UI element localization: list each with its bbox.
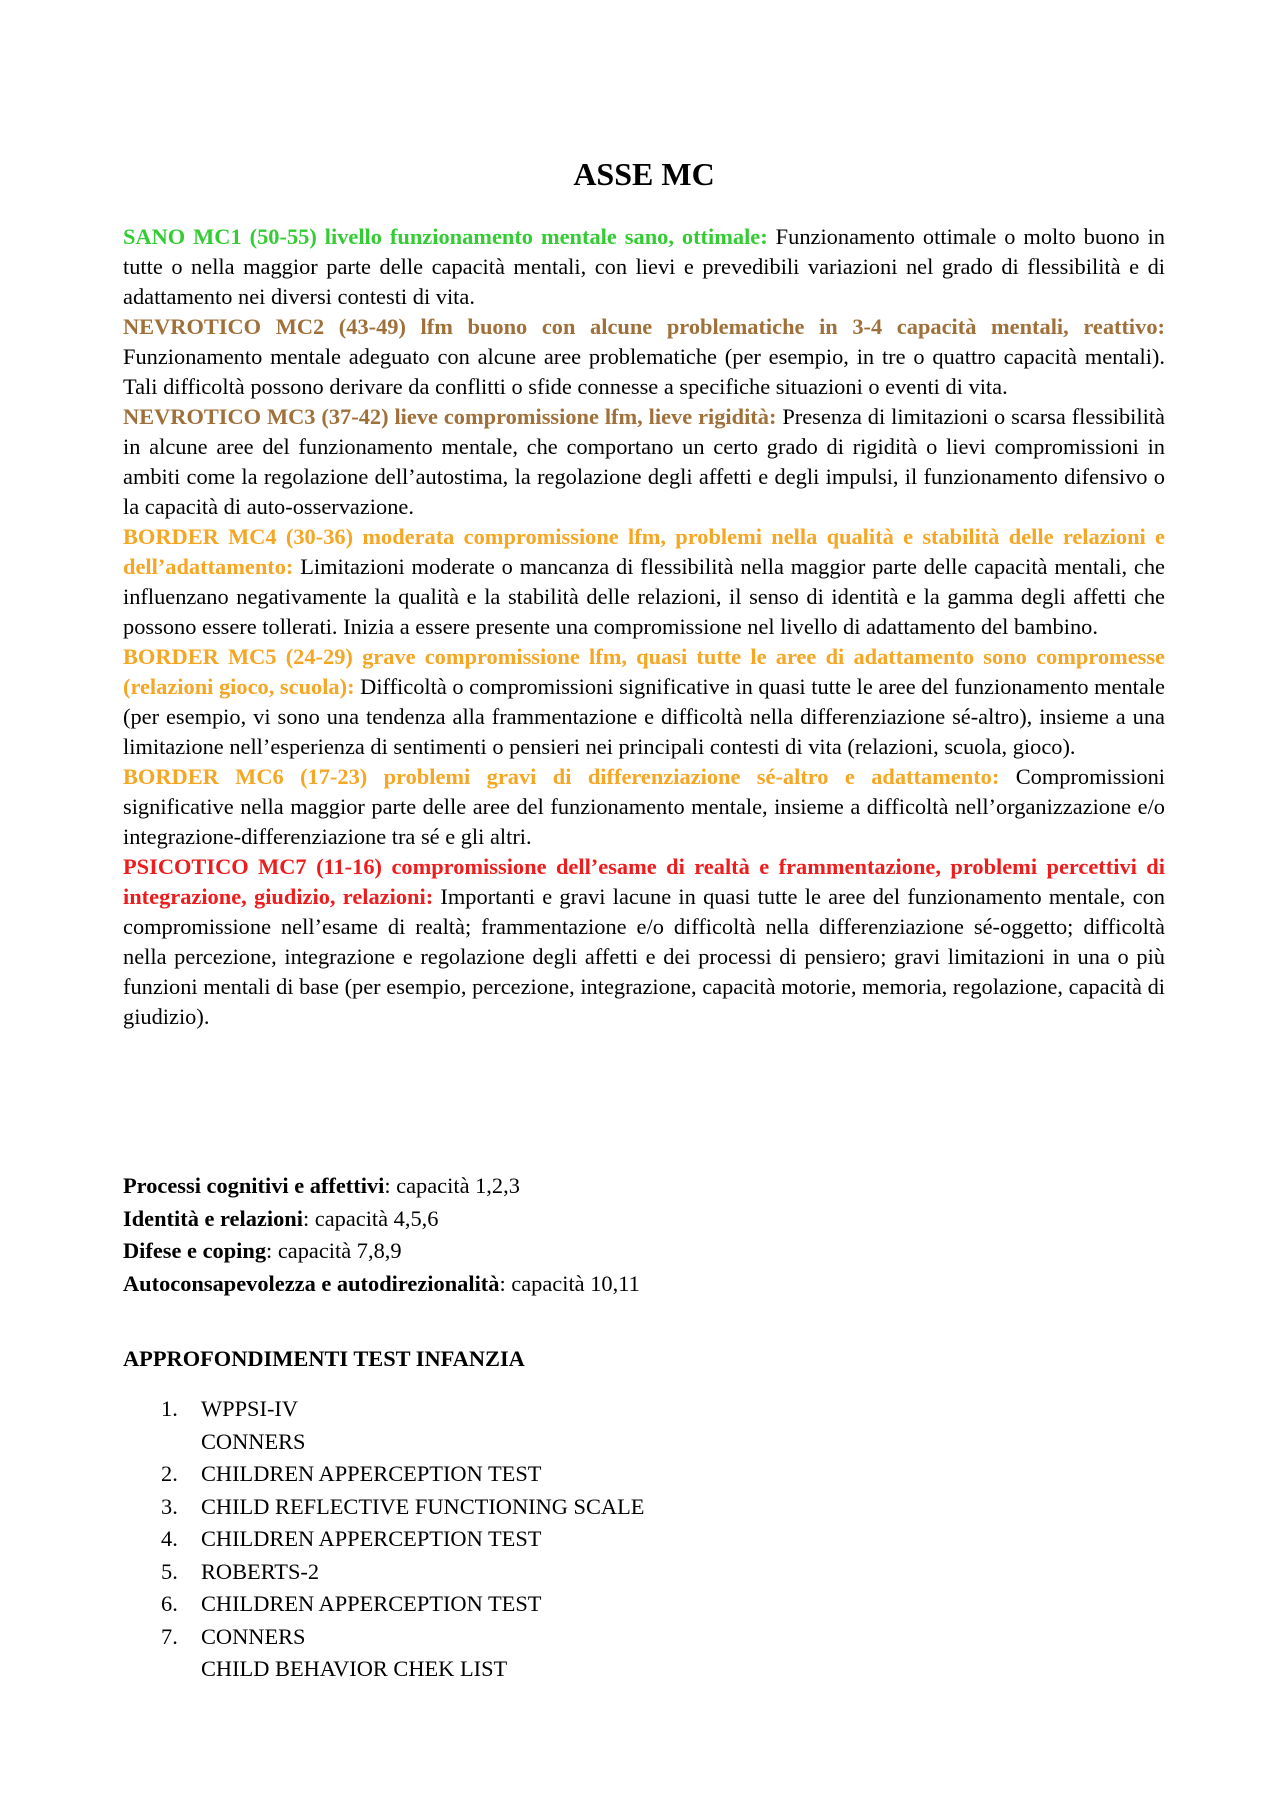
- level-description: Compromissioni significative nella maggior parte delle aree del funzionamento mentale, insieme a difficoltà nell’organizzazione e/o integrazione-differenziazione tra sé e gli altri.: [123, 764, 1166, 849]
- level-description: Limitazioni moderate o mancanza di flessibilità nella maggior parte delle capacità mentali, che influenzano negativamente la qualità e la stabilità delle relazioni, il senso di identità e la gamma degli affetti che possono essere tollerati. Inizia a essere presente una compromissione nel livello di adattamento del bambino.: [123, 554, 1165, 639]
- list-item: [123, 1523, 644, 1556]
- level-heading: NEVROTICO MC3 (37-42) lieve compromissione lfm, lieve rigidità:: [123, 404, 777, 429]
- list-number: 4.: [161, 1526, 178, 1551]
- test-name: WPPSI-IV: [201, 1396, 299, 1421]
- list-item: [123, 1588, 644, 1621]
- area-label: Difese e coping: [123, 1238, 267, 1263]
- area-label: Identità e relazioni: [123, 1205, 303, 1231]
- area-line: [123, 1235, 1165, 1268]
- level-description: Importanti e gravi lacune in quasi tutte le aree del funzionamento mentale, con compromissione nell’esame di realtà; frammentazione e/o difficoltà nella differenziazione sé-oggetto; difficoltà nella percezione, integrazione e regolazione degli affetti e dei processi di pensiero; gravi limitazioni in una o più funzioni mentali di base (per esempio, percezione, integrazione, capacità motorie, memoria, regolazione, capacità di giudizio).: [123, 884, 1165, 1029]
- area-value: : capacità 4,5,6: [302, 1205, 439, 1231]
- list-number: 6.: [161, 1591, 178, 1616]
- test-name: CONNERS: [201, 1428, 306, 1454]
- area-line: [123, 1268, 1165, 1301]
- level-heading: BORDER MC5 (24-29) grave compromissione lfm, quasi tutte le aree di adattamento sono compromesse (relazioni gioco, scuola):: [123, 644, 1165, 699]
- levels-section: [123, 222, 1165, 1032]
- level-description: Difficoltà o compromissioni significative in quasi tutte le aree del funzionamento mentale (per esempio, vi sono una tendenza alla frammentazione e difficoltà nella differenziazione sé-altro), insieme a una limitazione nell’esperienza di sentimenti o pensieri nei principali contesti di vita (relazioni, scuola, gioco).: [123, 674, 1165, 759]
- level-description: Presenza di limitazioni o scarsa flessibilità in alcune aree del funzionamento mentale, che comportano un certo grado di rigidità o lievi compromissioni in ambiti come la regolazione dell’autostima, la regolazione degli affetti e degli impulsi, il funzionamento difensivo o la capacità di auto-osservazione.: [123, 404, 1165, 519]
- page-title: ASSE MC: [573, 156, 715, 192]
- test-name: CHILDREN APPERCEPTION TEST: [201, 1461, 542, 1486]
- level-paragraph: [123, 852, 1165, 1032]
- test-name: CHILDREN APPERCEPTION TEST: [201, 1591, 542, 1616]
- list-number: 7.: [161, 1623, 178, 1649]
- level-heading: BORDER MC4 (30-36) moderata compromissione lfm, problemi nella qualità e stabilità delle relazioni e dell’adattamento:: [123, 524, 1165, 579]
- level-heading: SANO MC1 (50-55) livello funzionamento mentale sano, ottimale:: [123, 224, 768, 249]
- area-label: Processi cognitivi e affettivi: [123, 1173, 385, 1198]
- level-heading: PSICOTICO MC7 (11-16) compromissione dell’esame di realtà e frammentazione, problemi percettivi di integrazione, giudizio, relazioni:: [123, 854, 1165, 909]
- level-heading: NEVROTICO MC2 (43-49) lfm buono con alcune problematiche in 3-4 capacità mentali, reattivo:: [123, 314, 1165, 339]
- tests-section-title: APPROFONDIMENTI TEST INFANZIA: [123, 1346, 525, 1371]
- level-paragraph: [123, 762, 1165, 852]
- area-line: [123, 1170, 1165, 1203]
- level-paragraph: [123, 522, 1165, 642]
- level-paragraph: [123, 402, 1165, 522]
- level-description: Funzionamento mentale adeguato con alcune aree problematiche (per esempio, in tre o quattro capacità mentali). Tali difficoltà possono derivare da conflitti o sfide connesse a specifiche situazioni o eventi di vita.: [123, 344, 1165, 399]
- level-paragraph: [123, 222, 1165, 312]
- level-description: Funzionamento ottimale o molto buono in tutte o nella maggior parte delle capacità mentali, con lievi e prevedibili variazioni nel grado di flessibilità e di adattamento nei diversi contesti di vita.: [123, 224, 1166, 309]
- level-heading: BORDER MC6 (17-23) problemi gravi di differenziazione sé-altro e adattamento:: [123, 764, 1000, 789]
- area-line: [123, 1203, 1165, 1236]
- list-number: 3.: [161, 1493, 178, 1519]
- list-number: 5.: [161, 1558, 178, 1584]
- level-paragraph: [123, 642, 1165, 762]
- list-item: [123, 1556, 644, 1589]
- level-paragraph: [123, 312, 1165, 402]
- area-label: Autoconsapevolezza e autodirezionalità: [123, 1270, 500, 1296]
- test-name: CHILDREN APPERCEPTION TEST: [201, 1526, 542, 1551]
- test-name: CHILD REFLECTIVE FUNCTIONING SCALE: [201, 1493, 645, 1519]
- test-name: CONNERS: [201, 1623, 306, 1649]
- list-number: 1.: [161, 1396, 178, 1421]
- tests-list: [123, 1393, 644, 1686]
- area-value: : capacità 10,11: [499, 1270, 640, 1296]
- list-item: [123, 1621, 644, 1686]
- list-item: [123, 1393, 644, 1458]
- area-value: : capacità 7,8,9: [266, 1238, 402, 1263]
- capacity-areas: [123, 1170, 1165, 1300]
- area-value: : capacità 1,2,3: [384, 1173, 520, 1198]
- list-item: [123, 1458, 644, 1491]
- list-item: [123, 1491, 644, 1524]
- list-number: 2.: [161, 1461, 178, 1486]
- test-name: CHILD BEHAVIOR CHEK LIST: [201, 1656, 508, 1681]
- test-name: ROBERTS-2: [201, 1558, 320, 1584]
